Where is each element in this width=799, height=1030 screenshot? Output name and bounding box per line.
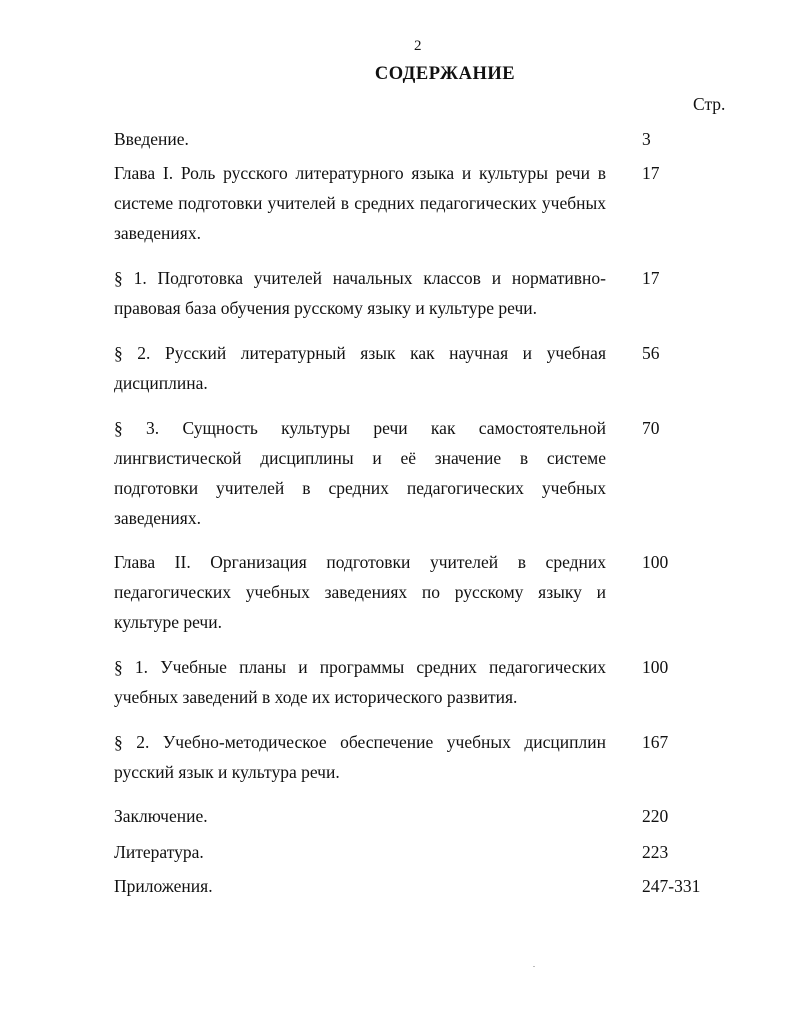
toc-entry-page: 167 [642,732,669,752]
toc-entry-ch1-section-1 [114,263,660,323]
toc-entry-ch2-section-2 [114,727,669,787]
toc-entry-text: § 2. Учебно-методическое обеспечение учебных дисциплин русский язык и культура речи. [114,732,606,782]
page-number: 2 [414,38,422,54]
toc-entry-text: § 3. Сущность культуры речи как самостоятельной лингвистической дисциплины и её значение в системе подготовки учителей в средних педагогических учебных заведениях. [114,418,606,528]
toc-entry-text: Глава II. Организация подготовки учителей в средних педагогических учебных заведениях по русскому языку и культуре речи. [114,552,606,632]
toc-entry-text: Приложения. [114,876,213,896]
toc-entry-ch1-section-2 [114,338,660,398]
toc-entry-chapter-1 [114,158,660,248]
toc-entry-page: 3 [642,129,651,149]
page-column-header: Стр. [693,94,726,114]
toc-entry-page: 220 [642,806,669,826]
toc-entry-page: 223 [642,842,669,862]
toc-entry-text: § 1. Учебные планы и программы средних педагогических учебных заведений в ходе их исторического развития. [114,657,606,707]
page-title: СОДЕРЖАНИЕ [374,64,516,84]
toc-entry-text: Заключение. [114,806,208,826]
toc-entry-text: Глава I. Роль русского литературного языка и культуры речи в системе подготовки учителей в средних педагогических учебных заведениях. [114,163,606,243]
scan-artifact [533,966,535,967]
toc-entry-text: Введение. [114,129,189,149]
toc-entry-page: 100 [642,552,669,572]
toc-entry-conclusion [114,801,669,831]
toc-entry-page: 70 [642,418,660,438]
toc-entry-page: 247-331 [642,876,701,896]
toc-entry-chapter-2 [114,547,669,637]
toc-entry-page: 100 [642,657,669,677]
toc-entry-literature [114,837,669,867]
toc-entry-text: Литература. [114,842,204,862]
toc-entry-appendices [114,871,701,901]
toc-entry-text: § 2. Русский литературный язык как научная и учебная дисциплина. [114,343,606,393]
toc-entry-page: 17 [642,268,660,288]
toc-entry-introduction [114,124,651,154]
toc-entry-page: 17 [642,163,660,183]
toc-entry-ch2-section-1 [114,652,669,712]
toc-entry-ch1-section-3 [114,413,660,533]
toc-entry-page: 56 [642,343,660,363]
toc-entry-text: § 1. Подготовка учителей начальных классов и нормативно-правовая база обучения русскому языку и культуре речи. [114,268,606,318]
